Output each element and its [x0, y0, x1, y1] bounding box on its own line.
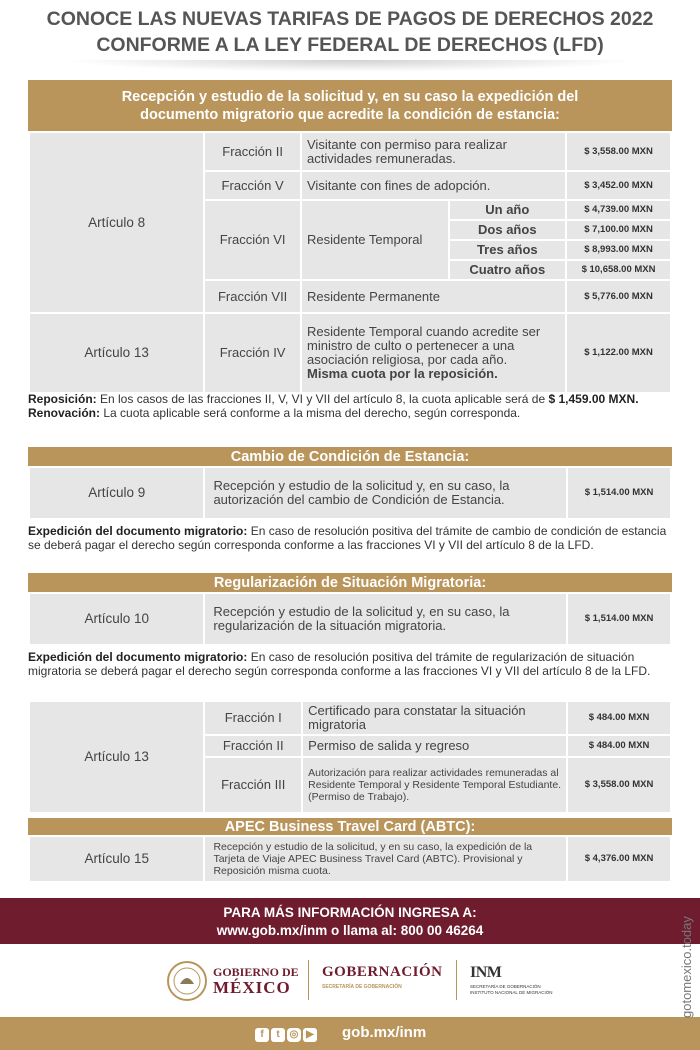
- price-cell: $ 4,739.00 MXN: [566, 200, 671, 220]
- contact-line-2: www.gob.mx/inm o llama al: 800 00 46264: [216, 923, 484, 938]
- note-label: Expedición del documento migratorio:: [28, 524, 248, 538]
- sub-label-cell: Un año: [449, 200, 567, 220]
- note-text: La cuota aplicable será conforme a la misma del derecho, según corresponda.: [100, 405, 521, 420]
- note-label: Renovación:: [28, 405, 101, 420]
- twitter-icon[interactable]: t: [271, 1028, 285, 1042]
- price-cell: $ 3,558.00 MXN: [566, 132, 671, 171]
- youtube-icon[interactable]: ▶: [303, 1028, 317, 1042]
- fraccion-cell: Fracción VI: [204, 200, 301, 280]
- gobierno-line-1: GOBIERNO DE: [213, 965, 299, 979]
- logo-divider: [308, 960, 309, 1000]
- fees-table-articulo-9: [28, 466, 672, 520]
- description-cell: [301, 313, 566, 393]
- note-label: Reposición:: [28, 392, 97, 406]
- articulo-13-cell: Artículo 13: [29, 313, 204, 393]
- description-cell: Visitante con fines de adopción.: [301, 171, 566, 200]
- description-cell: Permiso de salida y regreso: [302, 735, 567, 757]
- note-expedicion-1: [28, 525, 678, 553]
- price-cell: $ 4,376.00 MXN: [567, 836, 671, 882]
- fraccion-cell: Fracción III: [204, 757, 302, 813]
- section-header-estancia: [28, 80, 672, 132]
- title-line-1: CONOCE LAS NUEVAS TARIFAS DE PAGOS DE DERECHOS 2022: [46, 8, 654, 30]
- social-footer-bar: [0, 1017, 700, 1050]
- website-link[interactable]: gob.mx/inm: [342, 1024, 427, 1041]
- articulo-8-cell: Artículo 8: [29, 132, 204, 313]
- note-text: En los casos de las fracciones II, V, VI y VII del artículo 8, la cuota aplicable será de: [96, 392, 549, 406]
- description-cell: Residente Permanente: [301, 280, 566, 313]
- sub-label-cell: Tres años: [449, 240, 567, 260]
- contact-banner: [0, 898, 700, 944]
- price-cell: $ 7,100.00 MXN: [566, 220, 671, 240]
- description-text: Residente Temporal cuando acredite ser ministro de culto o pertenecer a una asociación religiosa, por cada año.: [307, 324, 541, 367]
- sub-label-cell: Dos años: [449, 220, 567, 240]
- articulo-cell: Artículo 10: [29, 593, 204, 645]
- facebook-icon[interactable]: f: [255, 1028, 269, 1042]
- description-cell: Recepción y estudio de la solicitud y, en su caso, la regularización de la situación migratoria.: [204, 593, 567, 645]
- articulo-cell: Artículo 13: [29, 701, 204, 813]
- fraccion-cell: Fracción II: [204, 132, 301, 171]
- fees-table-articulo-8-13: [28, 131, 672, 394]
- watermark: [674, 880, 698, 1020]
- page-title: [0, 6, 700, 58]
- inm-logo: [470, 964, 553, 996]
- logo-divider: [456, 960, 457, 1000]
- table-row: [29, 132, 671, 171]
- price-cell: $ 484.00 MXN: [567, 735, 671, 757]
- section-header-apec: APEC Business Travel Card (ABTC):: [28, 818, 672, 836]
- price-cell: $ 10,658.00 MXN: [566, 260, 671, 280]
- table-row: [29, 593, 671, 645]
- section-header-line-1: Recepción y estudio de la solicitud y, en su caso la expedición del: [121, 89, 579, 105]
- gobierno-logo-text: [213, 964, 299, 996]
- price-cell: $ 484.00 MXN: [567, 701, 671, 735]
- price-cell: $ 1,514.00 MXN: [567, 593, 671, 645]
- price-cell: $ 1,514.00 MXN: [567, 467, 671, 519]
- description-cell: Certificado para constatar la situación migratoria: [302, 701, 567, 735]
- description-bold-text: Misma cuota por la reposición.: [307, 366, 498, 381]
- institution-logos: [0, 948, 700, 1014]
- description-cell: Recepción y estudio de la solicitud, y en su caso, la expedición de la Tarjeta de Viaje APEC Business Travel Card (ABTC). Provisional y Reposición misma cuota.: [204, 836, 567, 882]
- price-cell: $ 1,122.00 MXN: [566, 313, 671, 393]
- fraccion-cell: Fracción VII: [204, 280, 301, 313]
- table-row: [29, 701, 671, 735]
- note-reposicion-renovacion: [28, 393, 678, 421]
- note-text: En caso de resolución positiva del trámite de regularización de situación migratoria se deberá pagar el derecho según corresponda conforme a las fracciones VI y VII del artículo 8 de la LFD.: [28, 650, 651, 678]
- gobierno-line-2: MÉXICO: [213, 978, 291, 997]
- fraccion-cell: Fracción I: [204, 701, 302, 735]
- watermark-text: gotomexico.today: [679, 916, 694, 1018]
- gobernacion-title: GOBERNACIÓN: [322, 964, 443, 980]
- description-cell: Visitante con permiso para realizar actividades remuneradas.: [301, 132, 566, 171]
- fraccion-cell: Fracción II: [204, 735, 302, 757]
- articulo-cell: Artículo 9: [29, 467, 204, 519]
- instagram-icon[interactable]: ◎: [287, 1028, 301, 1042]
- note-label: Expedición del documento migratorio:: [28, 650, 248, 664]
- price-cell: $ 3,558.00 MXN: [567, 757, 671, 813]
- note-expedicion-2: [28, 651, 678, 679]
- table-row: [29, 836, 671, 882]
- fraccion-cell: Fracción V: [204, 171, 301, 200]
- table-row: [29, 467, 671, 519]
- national-seal-icon: [166, 960, 208, 1002]
- price-cell: $ 8,993.00 MXN: [566, 240, 671, 260]
- fees-table-articulo-13-b: [28, 700, 672, 814]
- note-amount: $ 1,459.00 MXN.: [548, 392, 639, 406]
- price-cell: $ 5,776.00 MXN: [566, 280, 671, 313]
- fraccion-cell: Fracción IV: [204, 313, 301, 393]
- inm-logo-text: INM: [470, 964, 502, 981]
- section-header-cambio: Cambio de Condición de Estancia:: [28, 447, 672, 467]
- articulo-cell: Artículo 15: [29, 836, 204, 882]
- title-line-2: CONFORME A LA LEY FEDERAL DE DERECHOS (LFD): [96, 34, 604, 56]
- inm-subtitle-2: INSTITUTO NACIONAL DE MIGRACIÓN: [470, 990, 553, 995]
- section-header-line-2: documento migratorio que acredite la condición de estancia:: [140, 107, 560, 123]
- table-row: [29, 313, 671, 393]
- fees-table-articulo-10: [28, 592, 672, 646]
- sub-label-cell: Cuatro años: [449, 260, 567, 280]
- description-cell: Autorización para realizar actividades remuneradas al Residente Temporal y Residente Temporal Estudiante. (Permiso de Trabajo).: [302, 757, 567, 813]
- gobernacion-subtitle: SECRETARÍA DE GOBERNACIÓN: [322, 984, 402, 990]
- section-header-regularizacion: Regularización de Situación Migratoria:: [28, 573, 672, 593]
- note-text: En caso de resolución positiva del trámite de cambio de condición de estancia se deberá pagar el derecho según corresponda conforme a las fracciones VI y VII del artículo 8 de la LFD.: [28, 524, 667, 552]
- contact-line-1: PARA MÁS INFORMACIÓN INGRESA A:: [223, 905, 477, 920]
- title-divider-shadow: [60, 60, 640, 72]
- gobernacion-logo-text: [322, 964, 443, 990]
- inm-subtitle-1: SECRETARÍA DE GOBERNACIÓN: [470, 984, 541, 989]
- price-cell: $ 3,452.00 MXN: [566, 171, 671, 200]
- description-cell: Residente Temporal: [301, 200, 449, 280]
- fees-table-articulo-15: [28, 835, 672, 883]
- social-icons: [255, 1026, 319, 1044]
- description-cell: Recepción y estudio de la solicitud y, en su caso, la autorización del cambio de Condición de Estancia.: [204, 467, 567, 519]
